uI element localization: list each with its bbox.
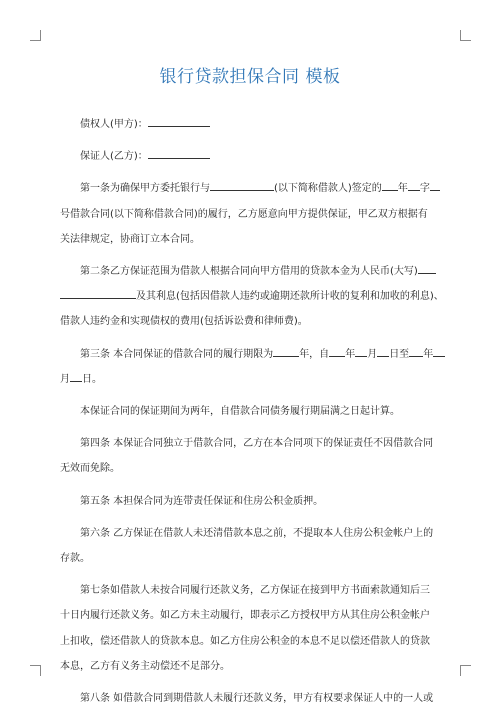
page-corner-mark-top-right: [460, 30, 471, 41]
article-7-line-1: 第七条如借款人未按合同履行还款义务，乙方保证在接到甲方书面索款通知后三: [80, 585, 430, 597]
start-day-blank: [377, 345, 389, 357]
article-3-text: 第三条 本合同保证的借款合同的履行期限为: [80, 348, 274, 360]
contract-year-blank: [382, 179, 398, 191]
guarantor-line: [60, 144, 442, 169]
creditor-label: 债权人(甲方)：: [80, 119, 148, 130]
article-2-line-3: 借款人违约金和实现债权的费用(包括诉讼费和律师费)。: [60, 316, 308, 328]
contract-no-blank: [430, 179, 440, 191]
article-1-line-2: 号借款合同(以下简称借款合同)的履行，乙方愿意向甲方提供保证，甲乙双方根据有: [60, 208, 428, 220]
end-day-blank: [70, 370, 82, 382]
loan-amount-blank: [418, 262, 436, 274]
article-3-line-2: [60, 367, 442, 392]
contract-ref-blank: [408, 179, 420, 191]
page-corner-mark-bottom-left: [30, 665, 41, 676]
article-1-text: (以下简称借款人)签定的: [274, 183, 382, 195]
article-4-line-2: 无效而免除。: [60, 463, 120, 475]
article-3-line-1: [60, 342, 442, 367]
document-title: 银行贷款担保合同 模板: [159, 67, 341, 87]
article-1-text: 字: [419, 183, 430, 195]
article-5-line-1: 第五条 本担保合同为连带责任保证和住房公积金质押。: [80, 495, 324, 507]
article-1-text: 年: [397, 183, 408, 195]
article-2-line-1: [60, 259, 442, 284]
bank-name-blank: [210, 179, 274, 191]
article-1-text: 第一条为确保甲方委托银行与: [80, 183, 210, 195]
page-corner-mark-bottom-right: [460, 665, 471, 676]
end-year-blank: [409, 345, 423, 357]
article-1-line-3: 关法律规定，协商订立本合同。: [60, 233, 200, 245]
article-3-text: 年: [423, 348, 434, 360]
page-corner-mark-top-left: [30, 30, 41, 41]
article-3-text: 日至: [389, 348, 410, 360]
article-6-line-1: 第六条 乙方保证在借款人未还清借款本息之前，不提取本人住房公积金帐户上的: [80, 527, 434, 539]
article-3-text: 月: [60, 373, 70, 385]
start-month-blank: [355, 345, 367, 357]
article-3-text: 年，自: [299, 348, 330, 360]
article-2-text: 第二条乙方保证范围为借款人根据合同向甲方借用的贷款本金为人民币(大写): [80, 266, 418, 278]
article-6-line-2: 存款。: [60, 553, 90, 565]
article-3-text: 日。: [82, 373, 102, 385]
article-2-line-2: [60, 284, 442, 309]
guarantor-blank: [148, 147, 210, 159]
article-4-line-1: 第四条 本保证合同独立于借款合同，乙方在本合同项下的保证责任不因借款合同: [80, 438, 434, 450]
article-1-line-1: [60, 176, 442, 201]
article-3-text: 月: [367, 348, 378, 360]
article-7-line-3: 上扣收，偿还借款人的贷款本息。如乙方住房公积金的本息不足以偿还借款人的贷款: [60, 635, 430, 647]
article-8-line-1: 第八条 如借款合同到期借款人未履行还款义务，甲方有权要求保证人中的一人或: [80, 693, 434, 705]
article-2-text: 及其利息(包括因借款人违约或逾期还款所计收的复利和加收的利息)、: [136, 291, 444, 303]
creditor-line: [60, 112, 442, 137]
start-year-blank: [329, 345, 345, 357]
guarantor-label: 保证人(乙方)：: [80, 151, 148, 163]
term-years-blank: [273, 345, 299, 357]
loan-amount-blank-continued: [60, 287, 136, 299]
article-7-line-2: 十日内履行还款义务。如乙方未主动履行，即表示乙方授权甲方从其住房公积金帐户: [60, 610, 430, 622]
guarantee-period-paragraph: 本保证合同的保证期间为两年，自借款合同债务履行期届满之日起计算。: [80, 406, 400, 418]
article-7-line-4: 本息，乙方有义务主动偿还不足部分。: [60, 660, 230, 672]
creditor-blank: [148, 115, 210, 127]
end-month-blank: [433, 345, 445, 357]
document-body: [60, 112, 442, 711]
article-3-text: 年: [345, 348, 356, 360]
